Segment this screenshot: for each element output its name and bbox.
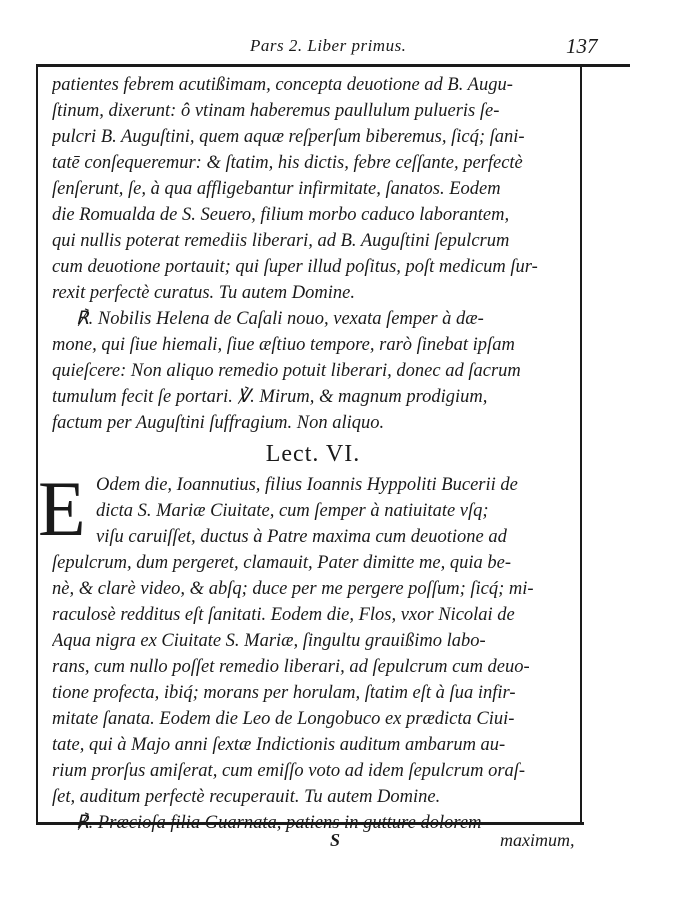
text-line: rexit perfectè curatus. Tu autem Domine. (52, 283, 355, 303)
text-line: cum deuotione portauit; qui ſuper illud poſitus, poſt medicum ſur- (52, 257, 538, 277)
text-line: ſepulcrum, dum pergeret, clamauit, Pater dimitte me, quia be- (52, 553, 511, 573)
text-line: ſtinum, dixerunt: ô vtinam haberemus paullulum pulueris ſe- (52, 101, 500, 121)
responsory-1 (52, 306, 574, 436)
text-line: patientes febrem acutißimam, concepta deuotione ad B. Augu- (52, 75, 513, 95)
text-line: die Romualda de S. Seuero, filium morbo caduco laborantem, (52, 205, 510, 225)
text-line: nè, & clarè video, & abſq; duce per me pergere poſſum; ſicq́; mi- (52, 579, 534, 599)
text-line: factum per Auguſtini ſuffragium. Non aliquo. (52, 413, 385, 433)
text-line: rans, cum nullo poſſet remedio liberari, ad ſepulcrum cum deuo- (52, 657, 530, 677)
catchword: maximum, (500, 830, 575, 850)
text-line: tatē conſequeremur: & ſtatim, his dictis, febre ceſſante, perfectè (52, 153, 523, 173)
left-rule (36, 64, 38, 824)
text-line: tumulum fecit ſe portari. ℣. Mirum, & magnum prodigium, (52, 387, 488, 407)
running-title: Pars 2. Liber primus. (250, 36, 407, 55)
right-rule (580, 64, 582, 824)
text-line: ſet, auditum perfectè recuperauit. Tu autem Domine. (52, 787, 441, 807)
text-line: qui nullis poterat remediis liberari, ad B. Auguſtini ſepulcrum (52, 231, 510, 251)
text-line: viſu caruiſſet, ductus à Patre maxima cum deuotione ad (96, 527, 507, 547)
text-line: mitate ſanata. Eodem die Leo de Longobuco ex prædicta Ciui- (52, 709, 515, 729)
paragraph-1 (52, 72, 574, 306)
lection-heading: Lect. VI. (265, 441, 361, 467)
text-line: dicta S. Mariæ Ciuitate, cum ſemper à natiuitate vſq; (96, 501, 489, 521)
text-line: ℟. Præcioſa filia Guarnata, patiens in gutture dolorem (76, 813, 482, 833)
top-rule (36, 64, 630, 67)
text-line: tione profecta, ibiq́; morans per horulam, ſtatim eſt à ſua infir- (52, 683, 516, 703)
text-line: raculosè redditus eſt ſanitati. Eodem die, Flos, vxor Nicolai de (52, 605, 515, 625)
text-line: ℟. Nobilis Helena de Caſali nouo, vexata ſemper à dæ- (76, 309, 484, 329)
paragraph-2 (38, 465, 574, 810)
signature-mark: S (330, 830, 341, 850)
text-line: quieſcere: Non aliquo remedio potuit liberari, donec ad ſacrum (52, 361, 521, 381)
text-line: tate, qui à Majo anni ſextæ Indictionis auditum ambarum au- (52, 735, 506, 755)
text-line: Odem die, Ioannutius, filius Ioannis Hyppoliti Bucerii de (96, 475, 518, 495)
text-line: rium prorſus amiſerat, cum emiſſo voto ad idem ſepulcrum oraſ- (52, 761, 526, 781)
text-line: pulcri B. Auguſtini, quem aquæ reſperſum biberemus, ſicq́; ſani- (52, 127, 525, 147)
responsory-2 (52, 810, 574, 836)
text-line: mone, qui ſiue hiemali, ſiue æſtiuo tempore, rarò ſinebat ipſam (52, 335, 515, 355)
text-line: Aqua nigra ex Ciuitate S. Mariæ, ſingultu grauißimo labo- (52, 631, 486, 651)
drop-cap: E (38, 465, 86, 552)
page-number: 137 (566, 34, 598, 58)
text-block (38, 72, 574, 836)
text-line: ſenſerunt, ſe, à qua affligebantur infirmitate, ſanatos. Eodem (52, 179, 501, 199)
